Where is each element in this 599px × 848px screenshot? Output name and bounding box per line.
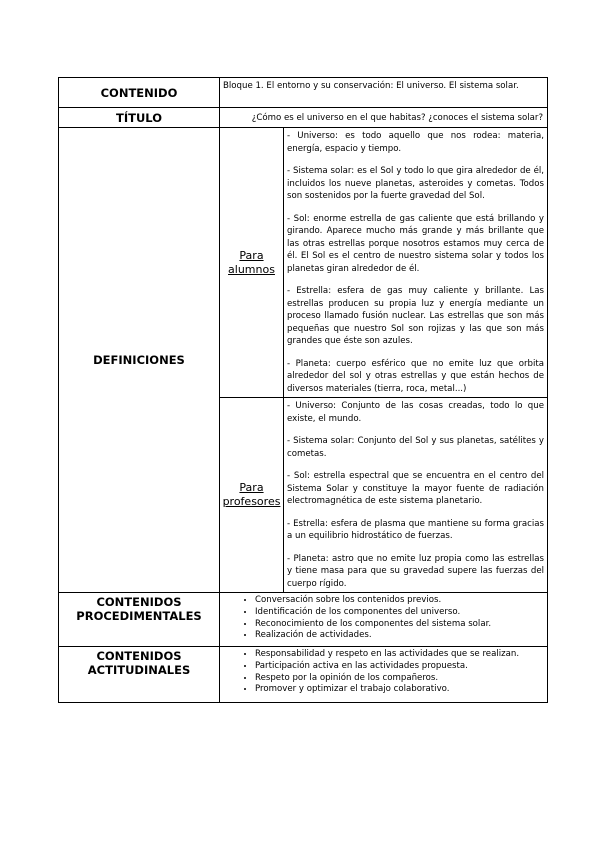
procedimentales-list: [220, 595, 547, 642]
row-definiciones-alumnos: [59, 128, 548, 398]
actitudinales-label: [59, 647, 220, 703]
profesores-definitions: [284, 398, 548, 593]
profesores-def-universo: - Universo: Conjunto de las cosas creadas, todo lo que existe, el mundo.: [287, 401, 544, 424]
procedimentales-content: [220, 593, 548, 647]
list-item: • Realización de actividades.: [255, 630, 547, 642]
row-titulo: [59, 108, 548, 128]
definiciones-label: DEFINICIONES: [59, 128, 220, 593]
alumnos-def-universo: - Universo: es todo aquello que nos rodea: materia, energía, espacio y tiempo.: [287, 131, 544, 154]
procedimentales-label-line2: PROCEDIMENTALES: [76, 609, 202, 623]
list-item: • Participación activa en las actividades propuesta.: [255, 661, 547, 673]
actitudinales-label-line1: CONTENIDOS: [96, 649, 182, 663]
row-contenido: [59, 78, 548, 108]
alumnos-def-estrella: - Estrella: esfera de gas muy caliente y brillante. Las estrellas producen su propia luz y energía mediante un proceso llamado fusión nuclear. Las estrellas que son más pequeñas que nuestro Sol son rojizas y las que son más grandes que éste son azules.: [287, 286, 544, 346]
alumnos-label-line2: alumnos: [228, 262, 275, 276]
profesores-def-estrella: - Estrella: esfera de plasma que mantiene su forma gracias a un equilibrio hidrostático de fuerzas.: [287, 518, 544, 541]
list-item: • Responsabilidad y respeto en las actividades que se realizan.: [255, 649, 547, 661]
profesores-def-planeta: - Planeta: astro que no emite luz propia como las estrellas y tiene masa para que su gravedad supere las fuerzas del cuerpo rígido.: [287, 553, 544, 589]
alumnos-def-sistema-solar: - Sistema solar: es el Sol y todo lo que gira alrededor de él, incluidos los nueve planetas, asteroides y cometas. Todos son sostenidos por la fuerte gravedad del Sol.: [287, 166, 544, 201]
alumnos-def-planeta: - Planeta: cuerpo esférico que no emite luz que orbita alrededor del sol y otras estrellas y que están hechos de diversos materiales (tierra, roca, metal...): [287, 358, 544, 394]
procedimentales-label: [59, 593, 220, 647]
row-procedimentales: [59, 593, 548, 647]
contenido-label: CONTENIDO: [59, 78, 220, 108]
list-item: • Promover y optimizar el trabajo colaborativo.: [255, 684, 547, 696]
lesson-plan-table: [58, 77, 548, 703]
profesores-label-line2: profesores: [222, 495, 281, 508]
alumnos-def-sol: - Sol: enorme estrella de gas caliente que está brillando y girando. Aparece mucho más grande y más brillante que las otras estrellas porque nosotros estamos muy cerca de él. El Sol es el centro de nuestro sistema solar y todos los planetas giran alrededor de él.: [287, 213, 544, 274]
actitudinales-content: [220, 647, 548, 703]
titulo-label: TÍTULO: [59, 108, 220, 128]
list-item: • Identificación de los componentes del universo.: [255, 607, 547, 619]
profesores-def-sistema-solar: - Sistema solar: Conjunto del Sol y sus planetas, satélites y cometas.: [287, 436, 544, 459]
row-actitudinales: [59, 647, 548, 703]
alumnos-definitions: [284, 128, 548, 398]
procedimentales-label-line1: CONTENIDOS: [96, 595, 182, 609]
actitudinales-label-line2: ACTITUDINALES: [87, 663, 191, 677]
profesores-sublabel: [220, 398, 284, 593]
contenido-value: Bloque 1. El entorno y su conservación: El universo. El sistema solar.: [220, 78, 548, 108]
list-item: • Respeto por la opinión de los compañeros.: [255, 673, 547, 685]
profesores-label-line1: Para: [239, 481, 264, 494]
titulo-value: ¿Cómo es el universo en el que habitas? ¿conoces el sistema solar?: [220, 108, 548, 128]
list-item: • Reconocimiento de los componentes del sistema solar.: [255, 619, 547, 631]
alumnos-label-line1: Para: [239, 248, 264, 262]
profesores-def-sol: - Sol: estrella espectral que se encuentra en el centro del Sistema Solar y constituye la mayor fuente de radiación electromagnética de este sistema planetario.: [287, 471, 544, 506]
list-item: • Conversación sobre los contenidos previos.: [255, 595, 547, 607]
actitudinales-list: [220, 649, 547, 696]
alumnos-sublabel: [220, 128, 284, 398]
